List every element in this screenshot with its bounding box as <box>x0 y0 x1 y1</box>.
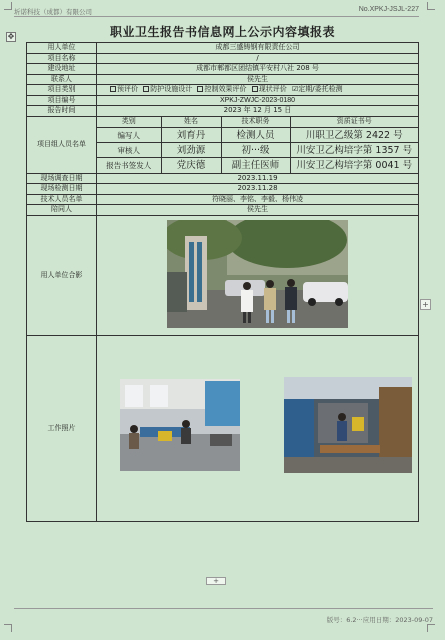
member-cert[interactable]: 川职卫乙级第 2422 号 <box>290 128 418 143</box>
table-row <box>27 194 419 205</box>
header-rule <box>14 16 419 17</box>
contact-label: 联系人 <box>27 74 97 85</box>
group-photo-cell <box>97 215 419 335</box>
checkbox-label: 定期/委托检测 <box>298 85 343 94</box>
member-cert[interactable]: 川安卫乙构培字第 0041 号 <box>290 158 418 173</box>
escort-value[interactable]: 侯先生 <box>97 205 419 216</box>
checkbox-label: 控制效果评价 <box>204 85 247 94</box>
checkbox-label: 预评价 <box>117 85 138 94</box>
member-name[interactable]: 刘劲源 <box>161 143 221 158</box>
footer-version: 版号：6.2···应用日期：2023-09-07 <box>326 616 433 624</box>
members-header-title: 技术职务 <box>221 117 290 128</box>
members-label: 项目组人员名单 <box>27 116 97 173</box>
table-row <box>27 74 419 85</box>
members-header-name: 姓名 <box>161 117 221 128</box>
checkbox-box <box>252 86 258 92</box>
member-row-author <box>97 128 418 143</box>
address-label: 建设地址 <box>27 64 97 75</box>
table-row <box>27 184 419 195</box>
members-cell <box>97 116 419 173</box>
member-row-issuer <box>97 158 418 173</box>
members-header-category: 类别 <box>97 117 161 128</box>
member-title[interactable]: 副主任医师 <box>221 158 290 173</box>
address-value[interactable]: 成都市郫都区团结镇平安村八社 208 号 <box>97 64 419 75</box>
work-photo-cell <box>97 336 418 521</box>
member-title[interactable]: 初···级 <box>221 143 290 158</box>
checkbox-status-evaluation[interactable] <box>249 85 287 93</box>
checkbox-periodic-testing[interactable] <box>289 85 343 93</box>
category-label: 项目类别 <box>27 85 97 96</box>
survey-date-label: 现场调查日期 <box>27 173 97 184</box>
group-photo-image <box>167 220 348 328</box>
group-photo-label: 用人单位合影 <box>27 215 97 335</box>
crop-mark-top-left <box>4 2 12 10</box>
table-row <box>27 43 419 54</box>
work-photo-image-left <box>120 379 240 471</box>
contact-value[interactable]: 侯先生 <box>97 74 419 85</box>
footer-rule <box>14 608 433 609</box>
report-table <box>26 42 419 522</box>
work-photo-row <box>27 335 419 521</box>
survey-date-value[interactable]: 2023.11.19 <box>97 173 419 184</box>
checked-box-icon: ☑ <box>291 85 299 94</box>
work-photo-image-right <box>284 377 412 473</box>
table-row <box>27 215 419 335</box>
table-row <box>27 53 419 64</box>
page-title: 职业卫生报告书信息网上公示内容填报表 <box>109 25 335 39</box>
member-role: 报告书签发人 <box>97 158 161 173</box>
member-cert[interactable]: 川安卫乙构培字第 1357 号 <box>290 143 418 158</box>
tech-staff-value[interactable]: 符晓丽、李铭、李毅、杨伟凌 <box>97 194 419 205</box>
table-row <box>27 116 419 173</box>
project-name-label: 项目名称 <box>27 53 97 64</box>
report-time-label: 报告时间 <box>27 106 97 117</box>
employer-value[interactable]: 成都三盛铸钢有限责任公司 <box>97 43 419 54</box>
category-options <box>97 85 419 96</box>
member-row-reviewer <box>97 143 418 158</box>
members-table <box>97 117 418 173</box>
table-move-handle-icon[interactable]: ✥ <box>7 32 15 41</box>
member-name[interactable]: 刘育丹 <box>161 128 221 143</box>
test-date-label: 现场检测日期 <box>27 184 97 195</box>
add-row-plus-icon[interactable]: + <box>206 577 226 585</box>
table-row <box>27 106 419 117</box>
member-title[interactable]: 检测人员 <box>221 128 290 143</box>
checkbox-protection-design[interactable] <box>140 85 192 93</box>
project-name-value[interactable]: / <box>97 53 419 64</box>
project-number-value[interactable]: XPKJ-ZWJC-2023-0180 <box>97 95 419 106</box>
crop-mark-top-right <box>427 2 435 10</box>
members-header-cert: 资质证书号 <box>290 117 418 128</box>
checkbox-label: 现状评价 <box>258 85 287 94</box>
member-name[interactable]: 党庆德 <box>161 158 221 173</box>
checkbox-box <box>110 86 116 92</box>
table-row <box>27 64 419 75</box>
escort-label: 陪同人 <box>27 205 97 216</box>
report-time-value[interactable]: 2023 年 12 月 15 日 <box>97 106 419 117</box>
members-header-row <box>97 117 418 128</box>
crop-mark-bottom-right <box>427 624 435 632</box>
tech-staff-label: 技术人员名单 <box>27 194 97 205</box>
member-role: 审核人 <box>97 143 161 158</box>
work-photo-label: 工作照片 <box>27 336 97 521</box>
test-date-value[interactable]: 2023.11.28 <box>97 184 419 195</box>
employer-label: 用人单位 <box>27 43 97 54</box>
table-row <box>27 85 419 96</box>
checkbox-label: 防护设施设计 <box>150 85 193 94</box>
checkbox-box <box>197 86 203 92</box>
member-role: 编写人 <box>97 128 161 143</box>
table-row <box>27 335 419 521</box>
crop-mark-bottom-left <box>4 624 12 632</box>
add-column-plus-icon[interactable]: + <box>420 299 431 310</box>
table-row <box>27 173 419 184</box>
table-row <box>27 95 419 106</box>
checkbox-pre-evaluation[interactable] <box>107 85 138 93</box>
project-number-label: 项目编号 <box>27 95 97 106</box>
table-row <box>27 205 419 216</box>
checkbox-control-evaluation[interactable] <box>194 85 246 93</box>
checkbox-box <box>143 86 149 92</box>
header-doc-number: No.XPKJ-JSJL-227 <box>358 6 419 13</box>
header-company: 圻诺科技（成都）有限公司 <box>14 8 92 16</box>
